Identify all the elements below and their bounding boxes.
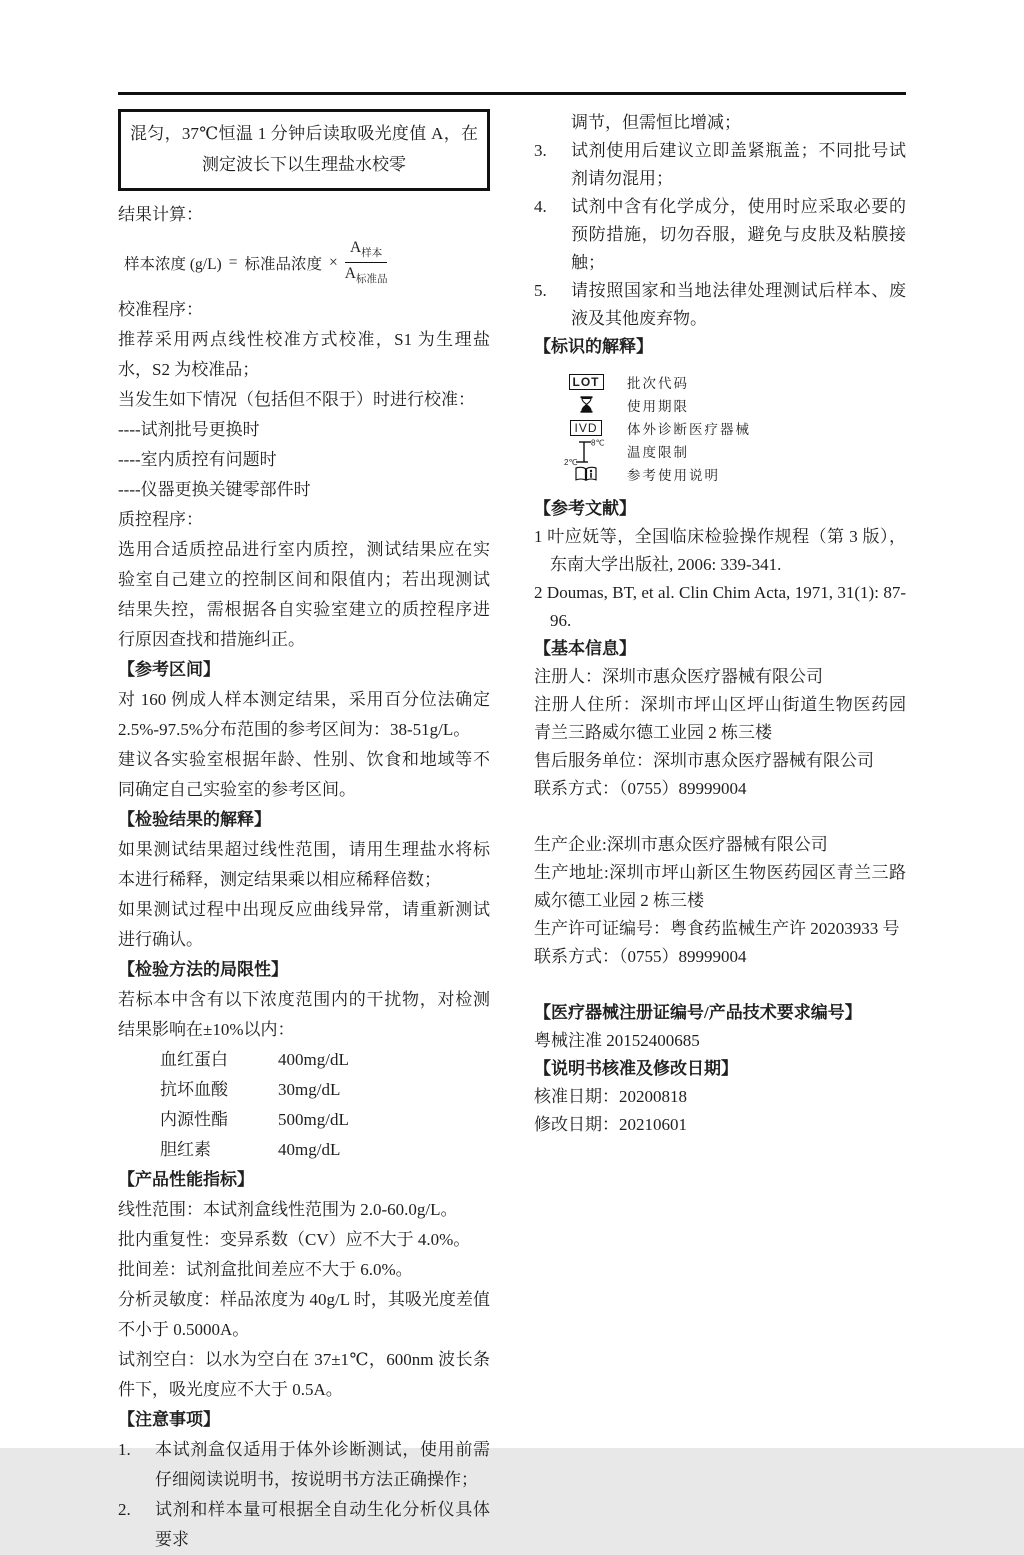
registration-number: 粤械注准 20152400685 <box>534 1031 700 1050</box>
symbol-row-instructions <box>534 462 906 485</box>
contact-line: 联系方式：（0755）89999004 <box>534 779 747 798</box>
fraction-denominator: $A_{标准品}$ <box>344 265 388 286</box>
symbol-label: 参考使用说明 <box>627 467 720 483</box>
calibration-method: 推荐采用两点线性校准方式校准，S1 为生理盐水，S2 为校准品； <box>118 330 490 380</box>
formula-equals: = <box>228 253 238 271</box>
calibration-case: ----室内质控有问题时 <box>118 450 277 470</box>
reference-interval-text: 对 160 例成人样本测定结果，采用百分位法确定 2.5%-97.5%分布范围的参考区间为：38-51g/L。 <box>118 690 490 740</box>
section-heading-symbols: 【标识的解释】 <box>534 337 653 356</box>
performance-sensitivity: 分析灵敏度：样品浓度为 40g/L 时，其吸光度差值不小于 0.5000A。 <box>118 1290 490 1340</box>
result-calc-label: 结果计算： <box>118 205 203 224</box>
reference-interval-advice: 建议各实验室根据年龄、性别、饮食和地域等不同确定自己实验室的参考区间。 <box>118 750 490 800</box>
svg-text:8℃: 8℃ <box>591 438 605 447</box>
registrant-line: 注册人：深圳市惠众医疗器械有限公司 <box>534 667 823 686</box>
section-heading-references: 【参考文献】 <box>534 499 636 518</box>
limitations-intro: 若标本中含有以下浓度范围内的干扰物，对检测结果影响在±10%以内： <box>118 990 490 1040</box>
performance-blank: 试剂空白：以水为空白在 37±1℃，600nm 波长条件下，吸光度应不大于 0.5A。 <box>118 1350 490 1400</box>
formula-fraction <box>345 239 388 286</box>
symbol-label: 批次代码 <box>627 375 689 391</box>
after-sales-line: 售后服务单位：深圳市惠众医疗器械有限公司 <box>534 751 874 770</box>
section-heading-result-interpretation: 【检验结果的解释】 <box>118 810 271 830</box>
registrant-address-line: 注册人住所：深圳市坪山区坪山街道生物医药园青兰三路威尔德工业园 2 栋三楼 <box>534 695 906 742</box>
manufacturer-address-line: 生产地址:深圳市坪山新区生物医药园区青兰三路威尔德工业园 2 栋三楼 <box>534 863 906 910</box>
interpretation-text-2: 如果测试过程中出现反应曲线异常，请重新测试进行确认。 <box>118 900 490 950</box>
right-column <box>534 109 906 1555</box>
qc-text: 选用合适质控品进行室内质控，测试结果应在实验室自己建立的控制区间和限值内；若出现测试结果失控，需根据各自实验室建立的质控程序进行原因查找和措施纠正。 <box>118 540 490 650</box>
precaution-item: 4. 试剂中含有化学成分，使用时应采取必要的预防措施，切勿吞服，避免与皮肤及粘膜接触； <box>534 197 906 272</box>
calibration-case: ----试剂批号更换时 <box>118 420 260 440</box>
symbol-label: 使用期限 <box>627 398 689 414</box>
formula-times: × <box>329 253 338 271</box>
two-column-layout <box>118 109 906 1555</box>
formula-lhs: 样本浓度 (g/L) <box>124 255 222 273</box>
interferent-row: 胆红素 40mg/dL <box>160 1140 341 1160</box>
reference-item: 2 Doumas, BT, et al. Clin Chim Acta, 1971, 31(1): 87-96. <box>534 583 906 630</box>
symbol-row-expiry <box>534 393 906 416</box>
temperature-limit-icon <box>563 436 609 466</box>
precaution-item: 5. 请按照国家和当地法律处理测试后样本、废液及其他废弃物。 <box>534 281 906 328</box>
production-license-line: 生产许可证编号：粤食药监械生产许 20203933 号 <box>534 919 900 938</box>
section-heading-performance: 【产品性能指标】 <box>118 1170 254 1190</box>
symbol-label: 温度限制 <box>627 444 689 460</box>
ivd-icon: IVD <box>570 420 601 436</box>
manufacturer-line: 生产企业:深圳市惠众医疗器械有限公司 <box>534 835 828 854</box>
section-heading-basic-info: 【基本信息】 <box>534 639 636 658</box>
formula-factor: 标准品浓度 <box>244 255 322 273</box>
section-heading-precautions: 【注意事项】 <box>118 1410 220 1430</box>
contact-line: 联系方式：（0755）89999004 <box>534 947 747 966</box>
performance-linearity: 线性范围：本试剂盒线性范围为 2.0-60.0g/L。 <box>118 1200 458 1220</box>
symbol-row-lot <box>534 370 906 393</box>
qc-label: 质控程序： <box>118 510 203 530</box>
fraction-numerator: $A_{样本}$ <box>345 239 387 263</box>
precaution-item: 2. 试剂和样本量可根据全自动生化分析仪具体要求 <box>118 1500 490 1550</box>
symbol-legend <box>534 370 906 485</box>
calibration-label: 校准程序： <box>118 300 203 320</box>
calibration-case: ----仪器更换关键零部件时 <box>118 480 311 500</box>
interferent-row: 内源性酯 500mg/dL <box>160 1110 349 1130</box>
section-heading-limitations: 【检验方法的局限性】 <box>118 960 288 980</box>
section-heading-reference-interval: 【参考区间】 <box>118 660 220 680</box>
interferent-row: 抗坏血酸 30mg/dL <box>160 1080 341 1100</box>
section-heading-dates: 【说明书核准及修改日期】 <box>534 1059 738 1078</box>
performance-lot-difference: 批间差：试剂盒批间差应不大于 6.0%。 <box>118 1260 413 1280</box>
page-content <box>118 92 906 1555</box>
precaution-item: 3. 试剂使用后建议立即盖紧瓶盖；不同批号试剂请勿混用； <box>534 141 906 188</box>
hourglass-icon <box>579 396 594 413</box>
calibration-when: 当发生如下情况（包括但不限于）时进行校准： <box>118 390 475 410</box>
revision-date: 修改日期：20210601 <box>534 1115 687 1134</box>
svg-text:2℃: 2℃ <box>564 457 578 467</box>
approval-date: 核准日期：20200818 <box>534 1087 687 1106</box>
procedure-note-box: 混匀，37℃恒温 1 分钟后读取吸光度值 A，在测定波长下以生理盐水校零 <box>118 109 490 191</box>
left-column <box>118 109 490 1555</box>
precaution-item: 1. 本试剂盒仅适用于体外诊断测试，使用前需仔细阅读说明书，按说明书方法正确操作； <box>118 1440 490 1490</box>
interferent-row: 血红蛋白 400mg/dL <box>160 1050 349 1070</box>
symbol-row-temperature <box>534 438 906 467</box>
performance-repeatability: 批内重复性：变异系数（CV）应不大于 4.0%。 <box>118 1230 471 1250</box>
concentration-formula <box>124 239 490 286</box>
reference-item: 1 叶应妩等，全国临床检验操作规程（第 3 版），东南大学出版社, 2006: 339-341. <box>534 527 906 574</box>
instructions-book-icon <box>574 466 598 482</box>
interpretation-text-1: 如果测试结果超过线性范围，请用生理盐水将标本进行稀释，测定结果乘以相应稀释倍数； <box>118 840 490 890</box>
top-rule <box>118 92 906 95</box>
section-heading-registration-number: 【医疗器械注册证编号/产品技术要求编号】 <box>534 1003 862 1022</box>
symbol-label: 体外诊断医疗器械 <box>627 421 751 437</box>
precaution-continuation: 调节，但需恒比增减； <box>571 113 741 132</box>
lot-icon: LOT <box>569 374 604 390</box>
